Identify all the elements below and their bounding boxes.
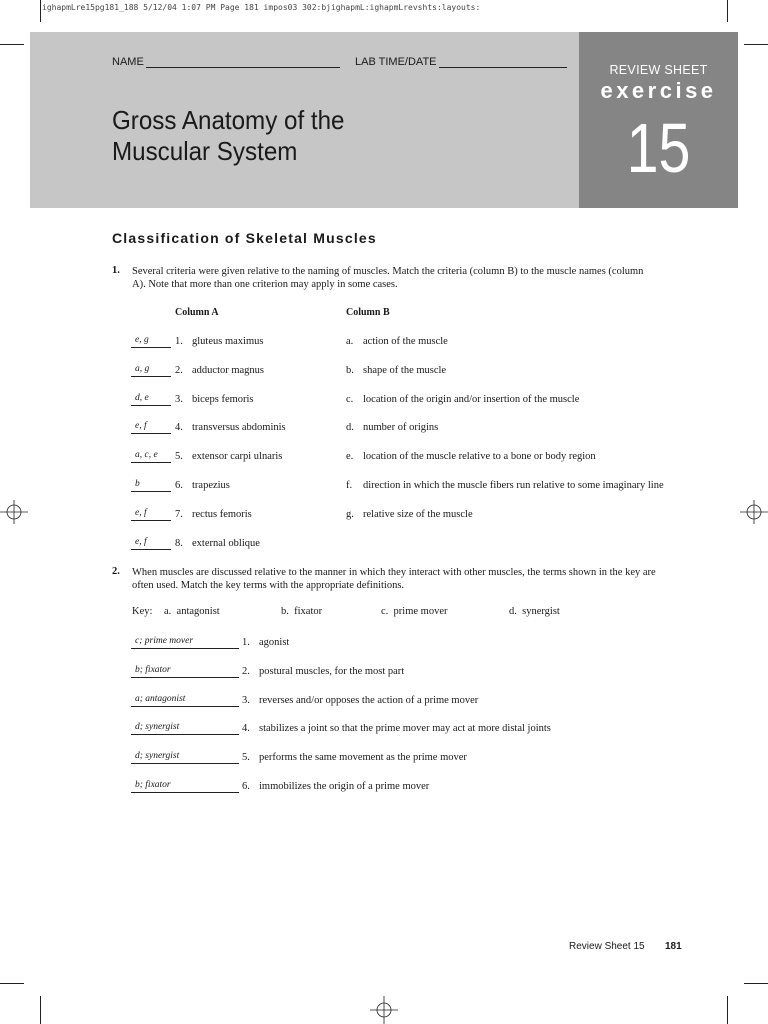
section-title: Classification of Skeletal Muscles bbox=[112, 230, 377, 246]
q1-row bbox=[0, 362, 768, 382]
q2-item-number: 6. bbox=[242, 781, 250, 792]
q1-muscle-name: trapezius bbox=[192, 480, 230, 491]
q2-row bbox=[0, 749, 768, 769]
q1-criterion-text: action of the muscle bbox=[363, 336, 448, 347]
exercise-label: exercise bbox=[600, 78, 717, 103]
q2-answer-blank[interactable]: d; synergist bbox=[131, 722, 239, 735]
q1-muscle-name: adductor magnus bbox=[192, 364, 265, 376]
column-a-header: Column A bbox=[175, 307, 219, 318]
print-slug: ighapmLre15pg181_188 5/12/04 1:07 PM Page 181 impos03 302:bjighapmL:ighapmLrevshts:layouts: bbox=[42, 3, 481, 12]
page-title: Gross Anatomy of the Muscular System bbox=[112, 105, 345, 166]
q2-item-number: 5. bbox=[242, 752, 250, 764]
q1-criterion-text: number of origins bbox=[363, 422, 439, 434]
q2-item-number: 2. bbox=[242, 665, 250, 677]
q1-muscle-name: rectus femoris bbox=[192, 508, 252, 520]
question-2-number: 2. bbox=[112, 566, 120, 577]
name-label: NAME bbox=[112, 56, 144, 68]
q1-row bbox=[0, 333, 768, 353]
q2-answer-blank[interactable]: b; fixator bbox=[131, 665, 239, 678]
q2-item-number: 1. bbox=[242, 637, 250, 648]
q1-row bbox=[0, 391, 768, 411]
q2-definition: performs the same movement as the prime mover bbox=[259, 752, 467, 764]
name-underline bbox=[146, 57, 340, 68]
q2-answer-blank[interactable]: c; prime mover bbox=[131, 636, 239, 649]
key-item-synergist: d. synergist bbox=[509, 606, 560, 617]
q1-item-number: 7. bbox=[175, 508, 183, 520]
q1-item-number: 5. bbox=[175, 451, 183, 463]
registration-mark-icon bbox=[370, 996, 398, 1024]
q1-criterion-text: direction in which the muscle fibers run relative to some imaginary line bbox=[363, 480, 664, 491]
q2-answer-blank[interactable]: d; synergist bbox=[131, 751, 239, 764]
q1-muscle-name: gluteus maximus bbox=[192, 336, 264, 347]
exercise-number: 15 bbox=[626, 109, 691, 187]
key-item-fixator: b. fixator bbox=[281, 606, 323, 617]
q1-muscle-name: external oblique bbox=[192, 537, 260, 549]
q1-criterion-letter: a. bbox=[346, 336, 354, 347]
q2-definition: stabilizes a joint so that the prime mover may act at more distal joints bbox=[259, 723, 551, 735]
q1-answer-blank[interactable]: a, g bbox=[131, 364, 171, 377]
q1-criterion-letter: f. bbox=[346, 480, 353, 491]
q2-answer-blank[interactable]: b; fixator bbox=[131, 780, 239, 793]
lab-time-field bbox=[355, 56, 567, 68]
q1-row bbox=[0, 477, 768, 497]
q1-answer-blank[interactable]: e, f bbox=[131, 421, 171, 434]
q1-item-number: 4. bbox=[175, 422, 183, 434]
q2-answer-blank[interactable]: a; antagonist bbox=[131, 694, 239, 707]
q1-answer-blank[interactable]: d, e bbox=[131, 393, 171, 406]
question-1-number: 1. bbox=[112, 265, 120, 276]
q2-definition: postural muscles, for the most part bbox=[259, 665, 405, 677]
q1-criterion-letter: g. bbox=[346, 508, 354, 520]
q1-criterion-letter: d. bbox=[346, 422, 354, 434]
exercise-box bbox=[579, 32, 738, 208]
q1-muscle-name: biceps femoris bbox=[192, 393, 254, 405]
key-label: Key: bbox=[132, 606, 153, 617]
q1-row bbox=[0, 506, 768, 526]
key-item-prime-mover: c. prime mover bbox=[381, 606, 448, 617]
q1-criterion-text: relative size of the muscle bbox=[363, 508, 473, 520]
q1-criterion-letter: e. bbox=[346, 451, 354, 463]
footer-label: Review Sheet 15 bbox=[569, 941, 645, 952]
lab-time-underline bbox=[439, 57, 567, 68]
q1-row bbox=[0, 448, 768, 468]
crop-mark bbox=[727, 0, 728, 22]
q1-item-number: 2. bbox=[175, 364, 183, 376]
q1-criterion-text: location of the origin and/or insertion of the muscle bbox=[363, 393, 580, 405]
q1-criterion-text: location of the muscle relative to a bone or body region bbox=[363, 451, 596, 463]
q1-answer-blank[interactable]: a, c, e bbox=[131, 450, 171, 463]
q1-answer-blank[interactable]: e, f bbox=[131, 508, 171, 521]
crop-mark bbox=[40, 0, 41, 22]
review-sheet-label: REVIEW SHEET bbox=[609, 63, 708, 77]
column-b-header: Column B bbox=[346, 307, 390, 318]
crop-mark bbox=[727, 996, 728, 1024]
q1-criterion-letter: c. bbox=[346, 393, 354, 405]
q2-row bbox=[0, 692, 768, 712]
q1-criterion-text: shape of the muscle bbox=[363, 364, 447, 376]
q2-item-number: 3. bbox=[242, 694, 250, 706]
crop-mark bbox=[0, 44, 24, 45]
q2-row bbox=[0, 778, 768, 798]
q2-definition: immobilizes the origin of a prime mover bbox=[259, 781, 430, 792]
q1-item-number: 3. bbox=[175, 393, 183, 405]
page-number: 181 bbox=[665, 941, 682, 952]
q1-item-number: 8. bbox=[175, 537, 183, 549]
q1-item-number: 1. bbox=[175, 336, 183, 347]
q2-row bbox=[0, 720, 768, 740]
q1-row bbox=[0, 535, 768, 555]
key-item-antagonist: a. antagonist bbox=[164, 606, 220, 617]
crop-mark bbox=[744, 983, 768, 984]
crop-mark bbox=[744, 44, 768, 45]
q1-muscle-name: transversus abdominis bbox=[192, 422, 286, 434]
question-1-text: Several criteria were given relative to the naming of muscles. Match the criteria (column B) to the muscle names (column A). Note that more than one criterion may apply in some cases. bbox=[132, 266, 644, 290]
q2-row bbox=[0, 663, 768, 683]
q1-item-number: 6. bbox=[175, 480, 183, 491]
q1-row bbox=[0, 419, 768, 439]
q1-answer-blank[interactable]: e, g bbox=[131, 335, 171, 348]
question-2-text: When muscles are discussed relative to the manner in which they interact with other muscles, the terms shown in the key are often used. Match the key terms with the appropriate definitions. bbox=[132, 567, 656, 591]
crop-mark bbox=[40, 996, 41, 1024]
lab-time-label: LAB TIME/DATE bbox=[355, 56, 437, 68]
crop-mark bbox=[0, 983, 24, 984]
q2-row bbox=[0, 634, 768, 654]
q1-muscle-name: extensor carpi ulnaris bbox=[192, 451, 283, 463]
q1-answer-blank[interactable]: b bbox=[131, 479, 171, 492]
q1-answer-blank[interactable]: e, f bbox=[131, 537, 171, 550]
q2-definition: reverses and/or opposes the action of a prime mover bbox=[259, 694, 479, 706]
q1-criterion-letter: b. bbox=[346, 364, 354, 376]
name-field bbox=[112, 56, 340, 68]
q2-definition: agonist bbox=[259, 637, 290, 648]
q2-item-number: 4. bbox=[242, 723, 250, 735]
